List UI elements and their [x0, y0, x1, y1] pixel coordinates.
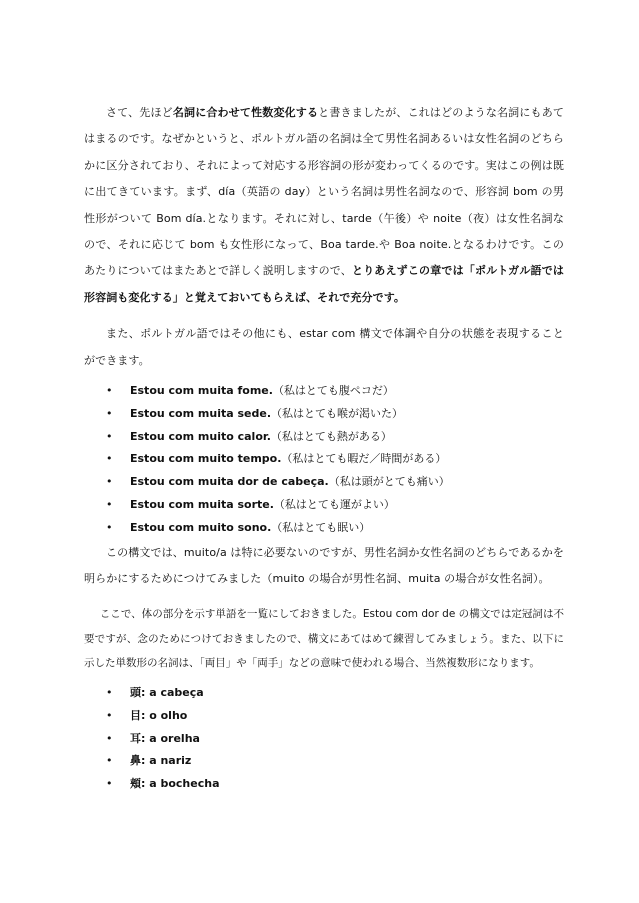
example-portuguese: Estou com muita sorte.: [130, 498, 274, 512]
paragraph-estar-com: また、ポルトガル語ではその他にも、estar com 構文で体調や自分の状態を表現することができます。: [84, 327, 564, 367]
list-item: [84, 494, 564, 517]
body-part-portuguese: : o olho: [141, 708, 188, 722]
body-part-portuguese: : a orelha: [141, 731, 200, 745]
bullet-icon: •: [106, 731, 113, 745]
example-translation: （私は頭がとても痛い）: [328, 475, 450, 489]
emphasis-text: とりあえずこの章では「ポルトガル語では形容詞も変化する」と覚えておいてもらえば、それで充分です。: [84, 264, 564, 304]
body-part-portuguese: : a nariz: [141, 754, 192, 768]
bullet-icon: •: [106, 475, 113, 489]
list-item: [84, 517, 564, 540]
text-segment: さて、先ほど: [106, 106, 173, 119]
body-part-japanese: 目: [130, 708, 141, 722]
spacer: [84, 592, 564, 602]
bullet-icon: •: [106, 685, 113, 699]
example-portuguese: Estou com muito calor.: [130, 429, 271, 443]
spacer: [84, 311, 564, 321]
example-portuguese: Estou com muita dor de cabeça.: [130, 475, 329, 489]
document-page: [84, 100, 564, 796]
list-item: [84, 403, 564, 426]
body-part-japanese: 耳: [130, 731, 141, 745]
paragraph-muito-muita: この構文では、muito/a は特に必要ないのですが、男性名詞か女性名詞のどちらであるかを明らかにするためにつけてみました（muito の場合が男性名詞、muita の場合が女性名詞）。: [84, 545, 564, 586]
list-item: [84, 380, 564, 403]
bullet-icon: •: [106, 406, 113, 420]
bullet-icon: •: [106, 777, 113, 791]
paragraph-adjective-agreement: [84, 100, 564, 311]
bullet-icon: •: [106, 384, 113, 398]
list-item: [84, 426, 564, 449]
bullet-icon: •: [106, 452, 113, 466]
example-portuguese: Estou com muita fome.: [130, 384, 273, 398]
emphasis-text: 名詞に合わせて性数変化する: [172, 106, 319, 119]
example-translation: （私はとても暇だ／時間がある）: [281, 452, 447, 466]
example-portuguese: Estou com muito tempo.: [130, 452, 282, 466]
example-list: [84, 380, 564, 540]
list-item: [84, 471, 564, 494]
paragraph-body-parts-intro: ここで、体の部分を示す単語を一覧にしておきました。Estou com dor de の構文では定冠詞は不要ですが、念のためにつけておきましたので、構文にあてはめて練習してみましょう。また、以下に示した単数形の名詞は、「両目」や「両手」などの意味で使われる場合、当然複数形になります。: [84, 608, 564, 670]
list-item: [84, 750, 564, 773]
body-part-portuguese: : a bochecha: [141, 777, 220, 791]
list-item: [84, 682, 564, 705]
body-part-portuguese: : a cabeça: [141, 685, 204, 699]
body-part-japanese: 頭: [130, 685, 141, 699]
example-portuguese: Estou com muita sede.: [130, 406, 272, 420]
bullet-icon: •: [106, 754, 113, 768]
bullet-icon: •: [106, 498, 113, 512]
example-translation: （私はとても腹ペコだ）: [272, 384, 394, 398]
list-item: [84, 705, 564, 728]
example-translation: （私はとても運がよい）: [273, 498, 395, 512]
list-item: [84, 773, 564, 796]
example-translation: （私はとても眠い）: [271, 520, 371, 534]
body-part-japanese: 鼻: [130, 754, 141, 768]
list-item: [84, 728, 564, 751]
text-segment: と書きましたが、これはどのような名詞にもあてはまるのです。なぜかというと、ポルトガル語の名詞は全て男性名詞あるいは女性名詞のどちらかに区分されており、それによって対応する形容詞の形が変わってくるのです。実はこの例は既に出てきています。まず、día（英語の day）という名詞は男性名詞なので、形容詞 bom の男性形がついて Bom día.となります。それに対し、tarde（午後）や noite（夜）は女性名詞なので、それに応じて bom も女性形になって、Boa tarde.や Boa noite.となるわけです。このあたりについてはまたあとで詳しく説明しますので、: [84, 106, 564, 278]
body-parts-list: [84, 682, 564, 796]
bullet-icon: •: [106, 708, 113, 722]
body-part-japanese: 頬: [130, 777, 141, 791]
example-translation: （私はとても喉が渇いた）: [271, 406, 404, 420]
list-item: [84, 448, 564, 471]
bullet-icon: •: [106, 520, 113, 534]
bullet-icon: •: [106, 429, 113, 443]
example-portuguese: Estou com muito sono.: [130, 520, 272, 534]
example-translation: （私はとても熱がある）: [270, 429, 392, 443]
